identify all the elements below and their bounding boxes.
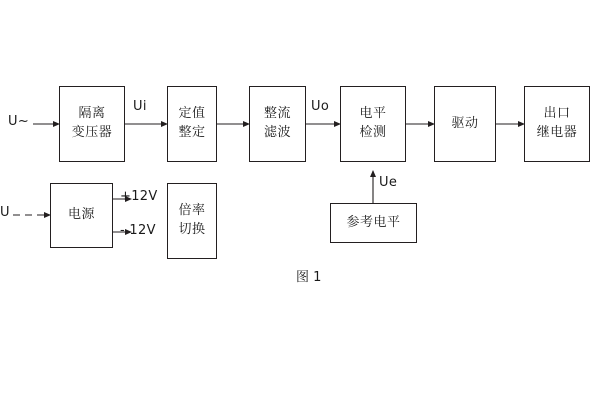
block-line: 整定 — [178, 125, 206, 140]
block-line: 变压器 — [71, 125, 113, 140]
block-line: 继电器 — [536, 125, 578, 140]
block-line: 检测 — [359, 125, 387, 140]
block-line: 出口 — [543, 106, 571, 122]
block-ratio-switch — [167, 183, 217, 259]
label-uo: Uo — [311, 99, 330, 114]
label-supply-negative: - 12V — [120, 223, 156, 238]
block-line: 参考电平 — [346, 214, 401, 230]
block-line: 隔离 — [78, 106, 106, 122]
block-power-supply — [50, 183, 113, 248]
block-line: 定值 — [178, 106, 206, 122]
block-line: 整流 — [263, 106, 291, 122]
block-reference-level — [330, 203, 417, 243]
block-output-relay — [524, 86, 590, 162]
block-line: 驱动 — [451, 115, 479, 131]
block-line: 电平 — [359, 106, 387, 122]
block-isolation-transformer — [59, 86, 125, 162]
block-rectifier-filter — [249, 86, 306, 162]
block-line: 倍率 — [178, 203, 206, 219]
label-input-dc: U — [0, 205, 10, 220]
block-line: 电源 — [67, 207, 95, 223]
figure-caption: 图 1 — [296, 270, 322, 285]
block-driver — [434, 86, 496, 162]
label-ui: Ui — [133, 99, 147, 114]
label-input-ac: U~ — [8, 114, 30, 129]
block-setpoint-adjust — [167, 86, 217, 162]
block-line: 滤波 — [263, 125, 291, 140]
block-line: 切换 — [178, 222, 206, 237]
block-level-detection — [340, 86, 406, 162]
label-supply-positive: +12V — [120, 189, 158, 204]
label-ue: Ue — [379, 175, 398, 190]
